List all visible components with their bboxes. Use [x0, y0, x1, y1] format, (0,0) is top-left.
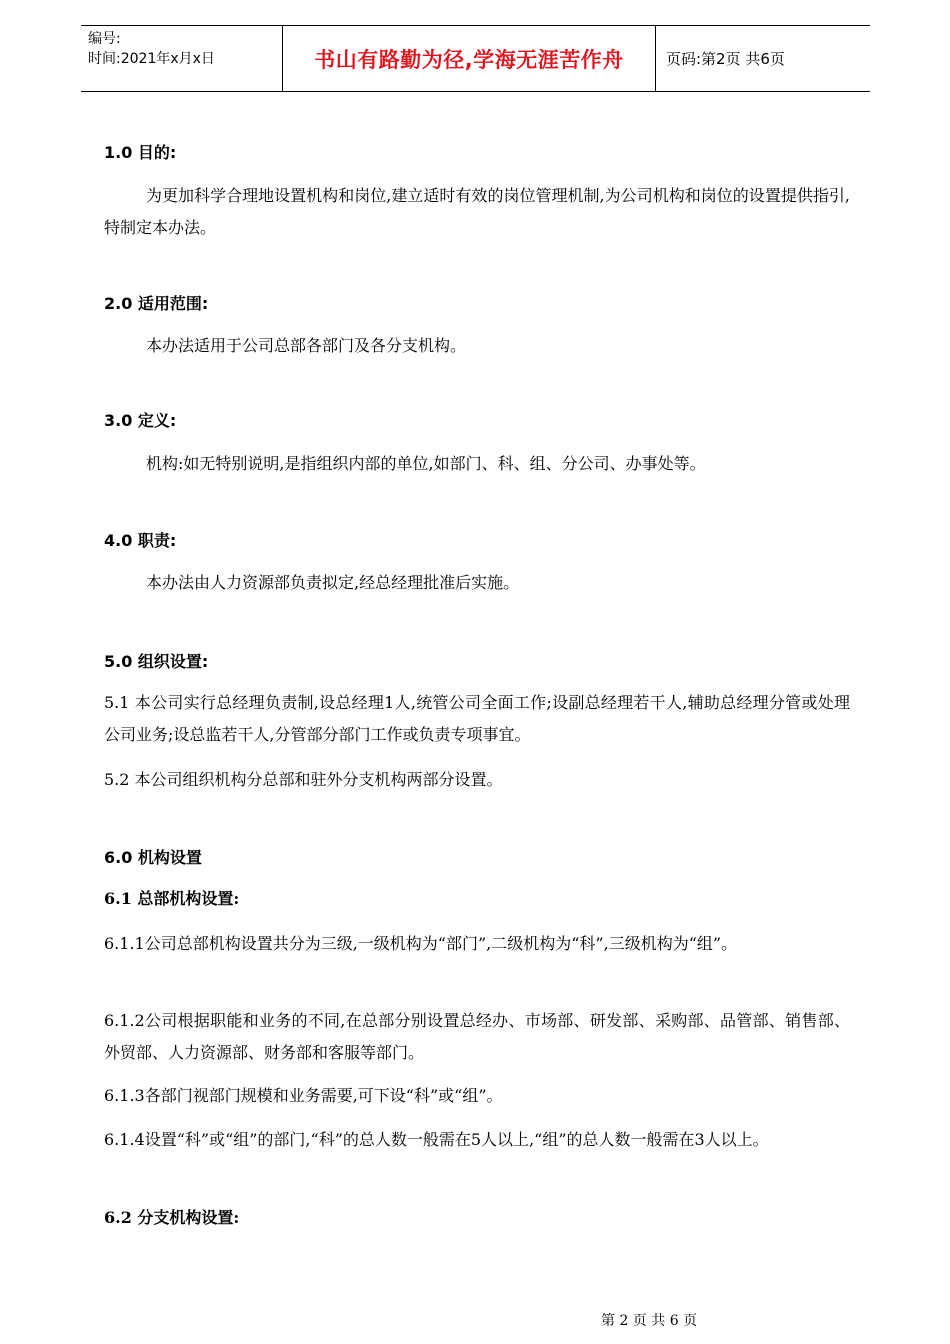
section-6-1-3: 6.1.3各部门视部门规模和业务需要,可下设“科”或“组”。	[104, 1086, 503, 1105]
section-3-text: 机构:如无特别说明,是指组织内部的单位,如部门、科、组、分公司、办事处等。	[146, 454, 706, 473]
header-left	[81, 26, 282, 91]
header-page-code: 页码:第2页 共6页	[666, 50, 785, 68]
section-2-text: 本办法适用于公司总部各部门及各分支机构。	[146, 336, 467, 355]
page-footer	[0, 1310, 950, 1330]
section-5-title: 5.0 组织设置:	[104, 652, 209, 671]
section-6-1-title: 6.1 总部机构设置:	[104, 889, 240, 908]
section-6-1-1: 6.1.1公司总部机构设置共分为三级,一级机构为“部门”,二级机构为“科”,三级机构为“组”。	[104, 934, 738, 953]
document-time-label: 时间:2021年x月x日	[88, 51, 215, 67]
document-number-label: 编号:	[88, 31, 121, 47]
section-6-2-title: 6.2 分支机构设置:	[104, 1208, 240, 1227]
section-6-1-4: 6.1.4设置“科”或“组”的部门,“科”的总人数一般需在5人以上,“组”的总人数一般需在3人以上。	[104, 1130, 769, 1149]
footer-page-number: 第 2 页 共 6 页	[601, 1313, 698, 1329]
section-4-title: 4.0 职责:	[104, 531, 177, 550]
page-header	[81, 25, 870, 92]
section-6-1-2: 6.1.2公司根据职能和业务的不同,在总部分别设置总经办、市场部、研发部、采购部、品管部、销售部、外贸部、人力资源部、财务部和客服等部门。	[104, 1011, 850, 1062]
section-2-title: 2.0 适用范围:	[104, 294, 209, 313]
section-5-1: 5.1 本公司实行总经理负责制,设总经理1人,统管公司全面工作;设副总经理若干人,辅助总经理分管或处理公司业务;设总监若干人,分管部分部门工作或负责专项事宜。	[104, 693, 850, 744]
section-1-text: 为更加科学合理地设置机构和岗位,建立适时有效的岗位管理机制,为公司机构和岗位的设置提供指引,特制定本办法。	[104, 186, 850, 237]
section-3-title: 3.0 定义:	[104, 411, 177, 430]
section-1-title: 1.0 目的:	[104, 143, 177, 162]
section-6-title: 6.0 机构设置	[104, 848, 202, 867]
header-motto: 书山有路勤为径,学海无涯苦作舟	[282, 26, 656, 91]
section-5-2: 5.2 本公司组织机构分总部和驻外分支机构两部分设置。	[104, 770, 503, 789]
section-4-text: 本办法由人力资源部负责拟定,经总经理批准后实施。	[146, 573, 520, 592]
